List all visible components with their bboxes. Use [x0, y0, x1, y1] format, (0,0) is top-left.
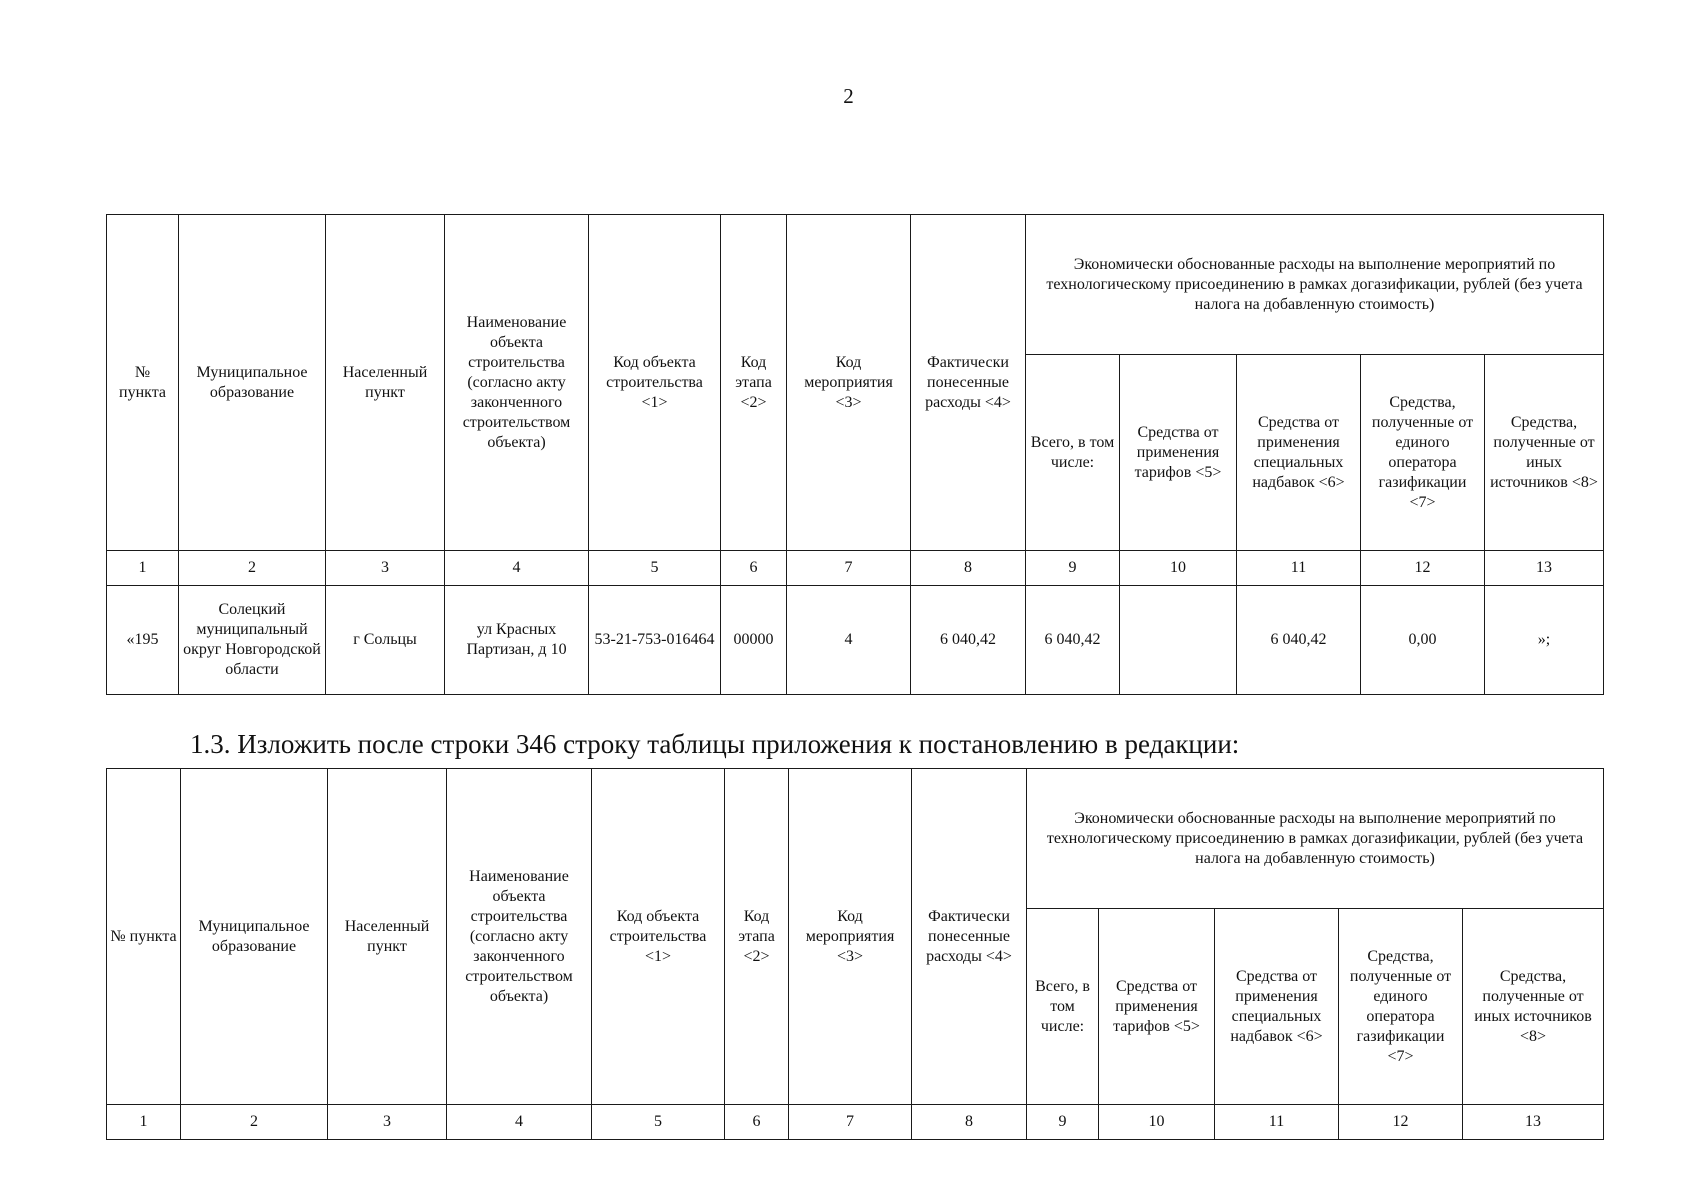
header-other-sources: Средства, полученные от иных источников <8>	[1463, 909, 1604, 1105]
header-municipality: Муниципальное образование	[179, 215, 326, 551]
header-object-name: Наименование объекта строительства (согласно акту законченного строительством объекта)	[447, 769, 592, 1105]
column-number: 10	[1120, 551, 1237, 586]
header-stage-code: Код этапа <2>	[725, 769, 789, 1105]
cell-special-surcharges: 6 040,42	[1237, 586, 1361, 695]
column-number: 13	[1463, 1105, 1604, 1140]
column-number: 1	[107, 551, 179, 586]
column-number: 11	[1215, 1105, 1339, 1140]
column-number: 6	[725, 1105, 789, 1140]
header-other-sources: Средства, полученные от иных источников <8>	[1485, 355, 1604, 551]
header-gasification-operator: Средства, полученные от единого оператора газификации <7>	[1339, 909, 1463, 1105]
cell-event-code: 4	[787, 586, 911, 695]
header-actual-costs: Фактически понесенные расходы <4>	[911, 215, 1026, 551]
header-item-number: № пункта	[107, 215, 179, 551]
cell-object-code: 53-21-753-016464	[589, 586, 721, 695]
column-number: 7	[787, 551, 911, 586]
table-row	[107, 586, 1604, 695]
header-tariffs: Средства от применения тарифов <5>	[1099, 909, 1215, 1105]
table-row-195	[106, 214, 1604, 695]
column-number: 12	[1339, 1105, 1463, 1140]
header-gasification-operator: Средства, полученные от единого оператора газификации <7>	[1361, 355, 1485, 551]
column-numbers-row	[107, 1105, 1604, 1140]
cell-object-name: ул Красных Партизан, д 10	[445, 586, 589, 695]
column-number: 2	[179, 551, 326, 586]
header-event-code: Код мероприятия <3>	[787, 215, 911, 551]
header-item-number: № пункта	[107, 769, 181, 1105]
column-number: 8	[911, 551, 1026, 586]
header-object-code: Код объекта строительства <1>	[592, 769, 725, 1105]
header-stage-code: Код этапа <2>	[721, 215, 787, 551]
column-number: 6	[721, 551, 787, 586]
header-actual-costs: Фактически понесенные расходы <4>	[912, 769, 1027, 1105]
section-heading: 1.3. Изложить после строки 346 строку таблицы приложения к постановлению в редакции:	[190, 729, 1240, 759]
column-number: 3	[328, 1105, 447, 1140]
column-number: 9	[1027, 1105, 1099, 1140]
cell-tariffs	[1120, 586, 1237, 695]
column-number: 13	[1485, 551, 1604, 586]
column-number: 9	[1026, 551, 1120, 586]
column-number: 8	[912, 1105, 1027, 1140]
column-number: 1	[107, 1105, 181, 1140]
column-number: 3	[326, 551, 445, 586]
table-row-346	[106, 768, 1604, 1140]
cell-stage-code: 00000	[721, 586, 787, 695]
header-locality: Населенный пункт	[328, 769, 447, 1105]
column-number: 2	[181, 1105, 328, 1140]
header-special-surcharges: Средства от применения специальных надбавок <6>	[1237, 355, 1361, 551]
column-number: 12	[1361, 551, 1485, 586]
header-group-economic-costs: Экономически обоснованные расходы на выполнение мероприятий по технологическому присоединению в рамках догазификации, рублей (без учета налога на добавленную стоимость)	[1027, 769, 1604, 909]
header-total: Всего, в том числе:	[1027, 909, 1099, 1105]
cell-gasification-operator: 0,00	[1361, 586, 1485, 695]
column-number: 4	[445, 551, 589, 586]
column-number: 7	[789, 1105, 912, 1140]
header-group-economic-costs: Экономически обоснованные расходы на выполнение мероприятий по технологическому присоединению в рамках догазификации, рублей (без учета налога на добавленную стоимость)	[1026, 215, 1604, 355]
header-municipality: Муниципальное образование	[181, 769, 328, 1105]
column-numbers-row	[107, 551, 1604, 586]
cell-other-sources: »;	[1485, 586, 1604, 695]
column-number: 10	[1099, 1105, 1215, 1140]
column-number: 5	[592, 1105, 725, 1140]
cell-item-number: «195	[107, 586, 179, 695]
cell-actual-costs: 6 040,42	[911, 586, 1026, 695]
header-event-code: Код мероприятия <3>	[789, 769, 912, 1105]
column-number: 5	[589, 551, 721, 586]
header-total: Всего, в том числе:	[1026, 355, 1120, 551]
column-number: 4	[447, 1105, 592, 1140]
header-special-surcharges: Средства от применения специальных надбавок <6>	[1215, 909, 1339, 1105]
page-number: 2	[843, 84, 854, 108]
cell-total: 6 040,42	[1026, 586, 1120, 695]
cell-municipality: Солецкий муниципальный округ Новгородской области	[179, 586, 326, 695]
header-tariffs: Средства от применения тарифов <5>	[1120, 355, 1237, 551]
header-locality: Населенный пункт	[326, 215, 445, 551]
column-number: 11	[1237, 551, 1361, 586]
header-object-name: Наименование объекта строительства (согласно акту законченного строительством объекта)	[445, 215, 589, 551]
header-object-code: Код объекта строительства <1>	[589, 215, 721, 551]
cell-locality: г Сольцы	[326, 586, 445, 695]
